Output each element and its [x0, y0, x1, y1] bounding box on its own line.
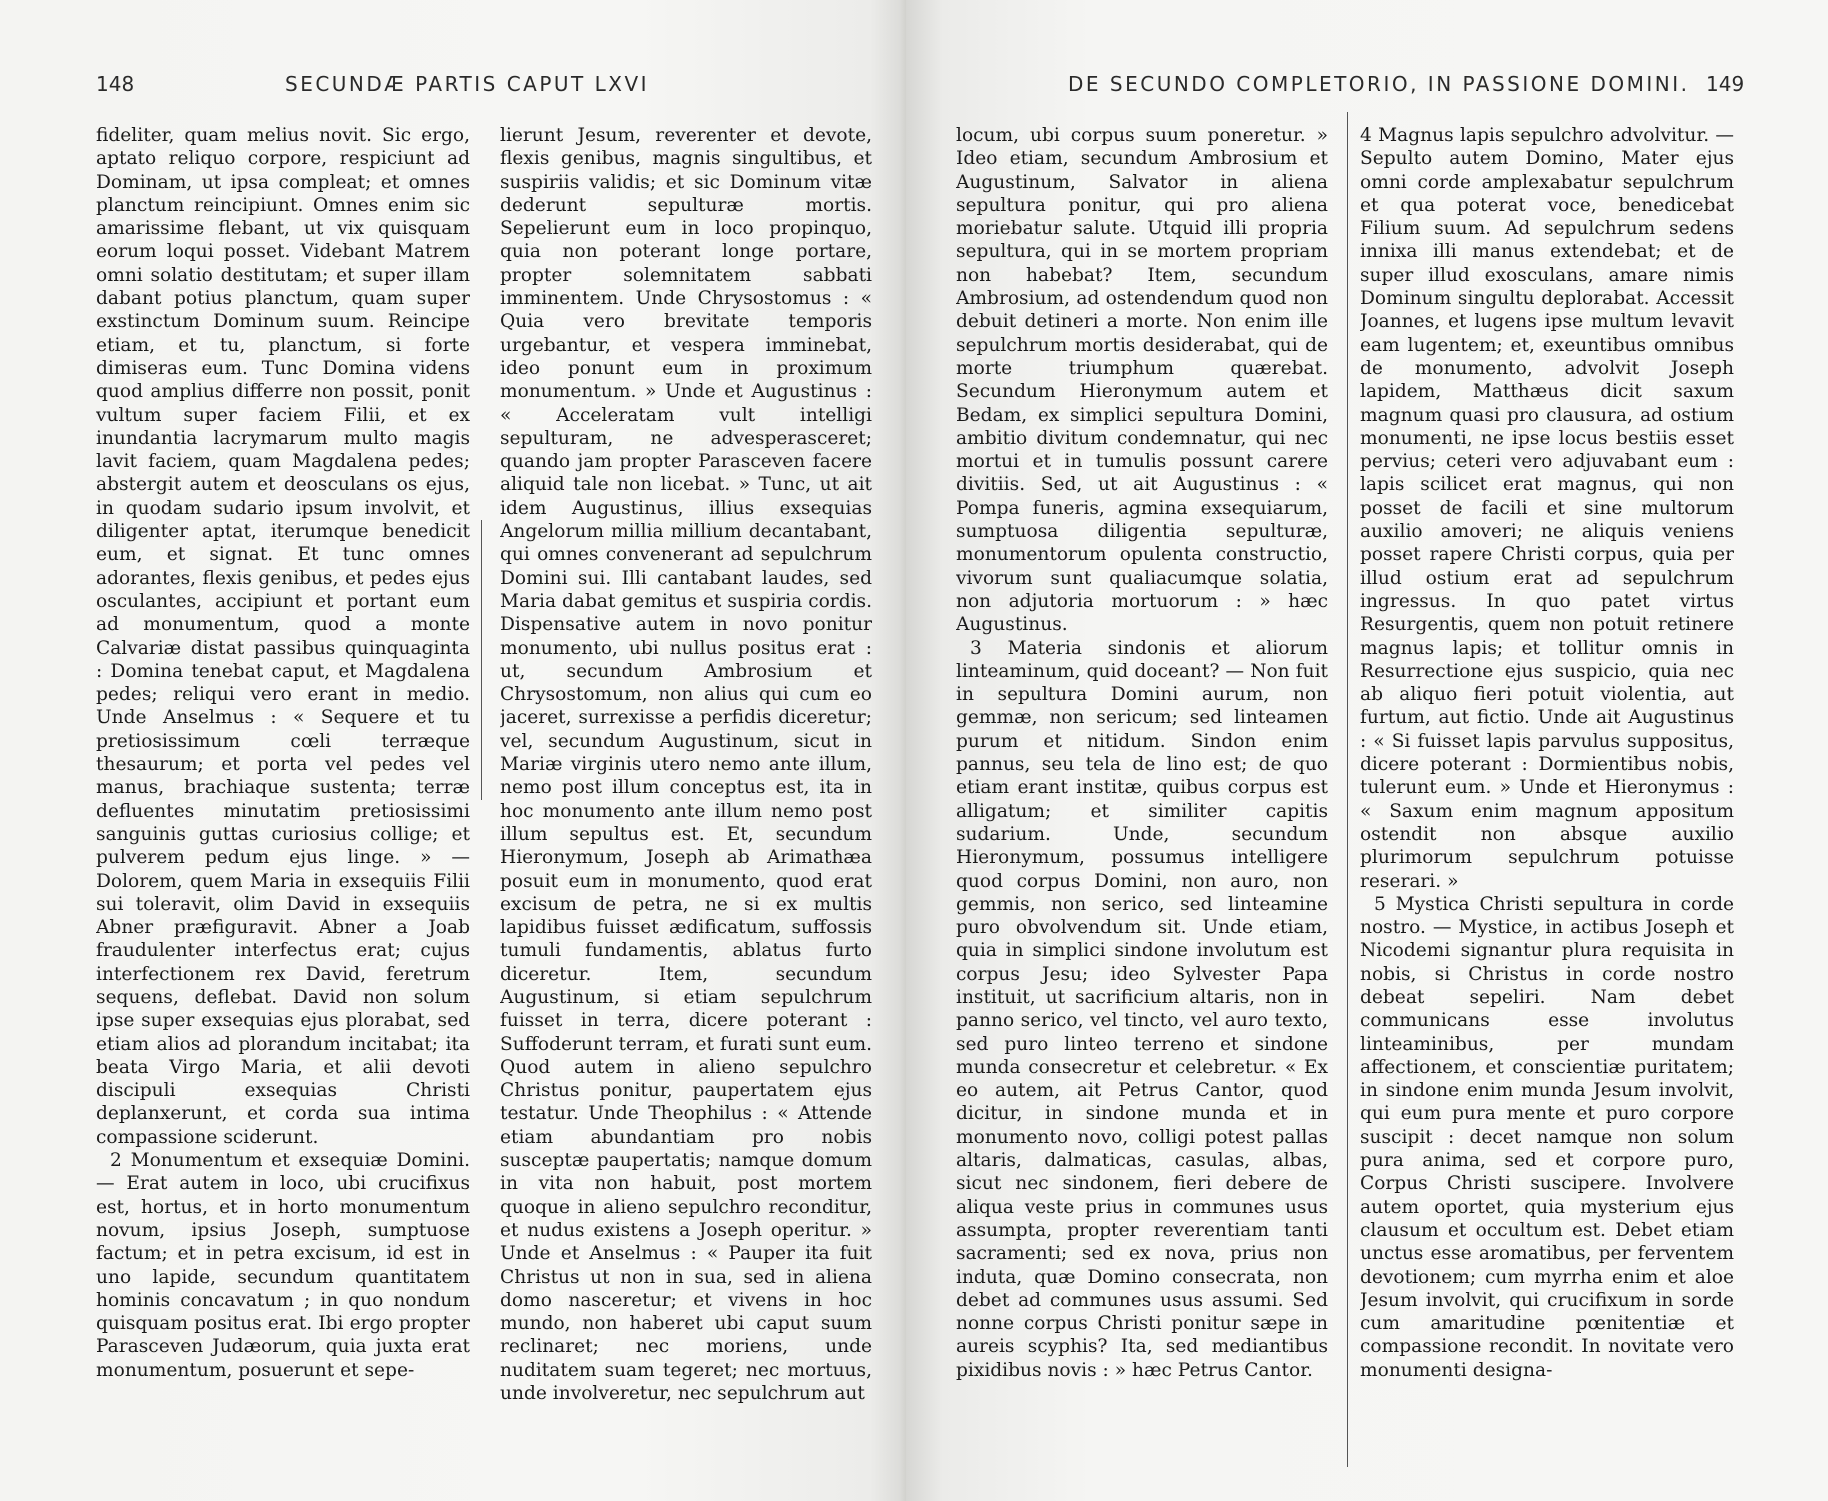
column-rule: [1347, 112, 1348, 1467]
right-column-1: [956, 124, 1328, 1481]
paragraph: 4 Magnus lapis sepulchro advolvitur. — Sepulto autem Domino, Mater ejus omni corde amplexabatur sepulchrum et qua poterat voce, benedicebat Filium suum. Ad sepulchrum sedens innixa illi manus extendebat; et de super illud exosculans, amare nimis Dominum singultu deplorabat. Accessit Joannes, et lugens ipse multum levavit eam lugentem; et, exeuntibus omnibus de monumento, advolvit Joseph lapidem, Matthæus dicit saxum magnum quasi pro clausura, ad ostium monumenti, ne ipse locus bestiis esset pervius; ceteri vero adjuvabant eum : lapis scilicet erat magnus, qui non posset de facili et sine multorum auxilio amoveri; ne aliquis veniens posset rapere Christi corpus, quia per illud ostium erat ad sepulchrum ingressus. In quo patet virtus Resurgentis, quem non potuit retinere magnus lapis; et tollitur omnis in Resurrectione ejus suspicio, quia nec ab aliquo fieri potuit violentia, aut furtum, aut fictio. Unde ait Augustinus : « Si fuisset lapis parvulus suppositus, dicere poterant : Dormientibus nobis, tulerunt eum. » Unde et Hieronymus : « Saxum enim magnum appositum ostendit non absque auxilio plurimorum sepulchrum potuisse reserari. »: [1360, 125, 1734, 892]
left-column-1: [96, 124, 470, 1481]
left-column-2: [500, 124, 872, 1481]
paragraph: 3 Materia sindonis et aliorum linteaminum, quid doceant? — Non fuit in sepultura Domini aurum, non gemmæ, non sericum; sed linteamen purum et nitidum. Sindon enim pannus, seu tela de lino est; de quo etiam erant institæ, quibus corpus est alligatum; et similiter capitis sudarium. Unde, secundum Hieronymum, possumus intelligere quod corpus Domini, non auro, non gemmis, non serico, sed linteamine puro obvolvendum sit. Unde etiam, quia in simplici sindone involutum est corpus Jesu; ideo Sylvester Papa instituit, ut sacrificium altaris, non in panno serico, vel tincto, vel auro texto, sed puro linteo terreno et sindone munda consecretur et celebretur. « Ex eo autem, ait Petrus Cantor, quod dicitur, in sindone munda et in monumento novo, colligi potest pallas altaris, dalmaticas, casulas, albas, sicut nec sindonem, fieri debere de aliqua veste prius in communes usus assumpta, propter reverentiam tanti sacramenti; sed ex nova, prius non induta, quæ Domino consecrata, non debet ad communes usus assumi. Sed nonne corpus Christi ponitur sæpe in aureis scyphis? Ita, sed mediantibus pixidibus novis : » hæc Petrus Cantor.: [956, 637, 1328, 1381]
left-page: [0, 0, 906, 1501]
page-number-right: 149: [1706, 72, 1745, 96]
paragraph: 2 Monumentum et exsequiæ Domini. — Erat autem in loco, ubi crucifixus est, hortus, et in horto monumentum novum, ipsius Joseph, sumptuose factum; et in petra excisum, id est in uno lapide, secundum quantitatem hominis concavatum ; in quo nondum quisquam positus erat. Ibi ergo propter Parasceven Judæorum, quia juxta erat monumentum, posuerunt et sepe-: [96, 1150, 470, 1381]
paragraph: lierunt Jesum, reverenter et devote, flexis genibus, magnis singultibus, et suspiriis validis; et sic Dominum vitæ dederunt sepulturæ mortis. Sepelierunt eum in loco propinquo, quia non poterant longe portare, propter solemnitatem sabbati imminentem. Unde Chrysostomus : « Quia vero brevitate temporis urgebantur, et vespera imminebat, ideo ponunt eum in proximum monumentum. » Unde et Augustinus : « Acceleratam vult intelligi sepulturam, ne advesperasceret; quando jam propter Parasceven facere aliquid tale non licebat. » Tunc, ut ait idem Augustinus, illius exsequias Angelorum millia millium decantabant, qui omnes convenerant ad sepulchrum Domini sui. Illi cantabant laudes, sed Maria dabat gemitus et suspiria cordis. Dispensative autem in novo ponitur monumento, ubi nullus positus erat : ut, secundum Ambrosium et Chrysostomum, non alius qui cum eo jaceret, surrexisse a perfidis diceretur; vel, secundum Augustinum, sicut in Mariæ virginis utero nemo ante illum, nemo post illum conceptus est, ita in hoc monumento ante illum nemo post illum sepultus est. Et, secundum Hieronymum, Joseph ab Arimathæa posuit eum in monumento, quod erat excisum de petra, ne si ex multis lapidibus fuisset ædificatum, suffossis tumuli fundamentis, ablatus furto diceretur. Item, secundum Augustinum, si etiam sepulchrum fuisset in terra, dicere poterant : Suffoderunt terram, et furati sunt eum. Quod autem in alieno sepulchro Christus ponitur, paupertatem ejus testatur. Unde Theophilus : « Attende etiam abundantiam pro nobis susceptæ paupertatis; namque domum in vita non habuit, post mortem quoque in alieno sepulchro reconditur, et nudus existens a Joseph operitur. » Unde et Anselmus : « Pauper ita fuit Christus ut non in sua, sed in aliena domo nasceretur; et vivens in hoc mundo, non haberet ubi caput suum reclinaret; nec moriens, unde nuditatem suam tegeret; nec mortuus, unde involveretur, nec sepulchrum aut: [500, 125, 872, 1405]
paragraph: 5 Mystica Christi sepultura in corde nostro. — Mystice, in actibus Joseph et Nicodemi signantur plura requisita in nobis, si Christus in corde nostro debeat sepeliri. Nam debet communicans esse involutus linteaminibus, per mundam affectionem, et conscientiæ puritatem; in sindone enim munda Jesum involvit, qui eum pura mente et puro corpore suscipit : decet namque non solum pura anima, sed et corpore puro, Corpus Christi suscipere. Involvere autem oportet, quia mysterium ejus clausum et occultum est. Debet etiam unctus esse aromatibus, per ferventem devotionem; cum myrrha enim et aloe Jesum involvit, qui crucifixum in sorde cum amaritudine pœnitentiæ et compassione recondit. In novitate vero monumenti designa-: [1360, 893, 1734, 1381]
page-number-left: 148: [96, 72, 135, 96]
right-column-2: [1360, 124, 1734, 1481]
running-head-right: DE SECUNDO COMPLETORIO, IN PASSIONE DOMINI.: [1068, 72, 1690, 96]
column-rule: [481, 520, 482, 800]
running-head-left: SECUNDÆ PARTIS CAPUT LXVI: [285, 72, 650, 96]
paragraph: locum, ubi corpus suum poneretur. » Ideo etiam, secundum Ambrosium et Augustinum, Salvator in aliena sepultura ponitur, qui pro aliena moriebatur salute. Utquid illi propria sepultura, qui in se mortem propriam non habebat? Item, secundum Ambrosium, ad ostendendum quod non debuit detineri a morte. Non enim ille sepulchrum mortis desiderabat, qui de morte triumphum quærebat. Secundum Hieronymum autem et Bedam, ex simplici sepultura Domini, ambitio divitum condemnatur, qui nec mortui et in tumulis possunt carere divitiis. Sed, ut ait Augustinus : « Pompa funeris, agmina exsequiarum, sumptuosa diligentia sepulturæ, monumentorum opulenta constructio, vivorum sunt qualiacumque solatia, non adjutoria mortuorum : » hæc Augustinus.: [956, 125, 1328, 636]
paragraph: fideliter, quam melius novit. Sic ergo, aptato reliquo corpore, respiciunt ad Dominam, ut ipsa compleat; et omnes planctum reincipiunt. Omnes enim sic amarissime flebant, ut vix quisquam eorum loqui posset. Videbant Matrem omni solatio destitutam; et super illam dabant potius planctum, quam super exstinctum Dominum suum. Reincipe etiam, et tu, planctum, si forte dimiseras eum. Tunc Domina videns quod amplius differre non possit, ponit vultum super faciem Filii, et ex inundantia lacrymarum multo magis lavit faciem, quam Magdalena pedes; abstergit autem et deosculans os ejus, in quodam sudario ipsum involvit, et diligenter aptat, iterumque benedicit eum, et signat. Et tunc omnes adorantes, flexis genibus, et pedes ejus osculantes, accipiunt et portant eum ad monumentum, quod a monte Calvariæ distat passibus quinquaginta : Domina tenebat caput, et Magdalena pedes; reliqui vero erant in medio. Unde Anselmus : « Sequere et tu pretiosissimum cœli terræque thesaurum; et porta vel pedes vel manus, brachiaque sustenta; terræ defluentes minutatim pretiosissimi sanguinis guttas curiosius collige; et pulverem pedum ejus linge. » — Dolorem, quem Maria in exsequiis Filii sui toleravit, olim David in exsequiis Abner præfiguravit. Abner a Joab fraudulenter interfectus erat; cujus interfectionem rex David, feretrum sequens, deflebat. David non solum ipse super exsequias ejus plorabat, sed etiam alios ad plorandum incitabat; ita beata Virgo Maria, et alii devoti discipuli exsequias Christi deplanxerunt, et corda sua intima compassione sciderunt.: [96, 125, 470, 1148]
right-page: [906, 0, 1828, 1501]
